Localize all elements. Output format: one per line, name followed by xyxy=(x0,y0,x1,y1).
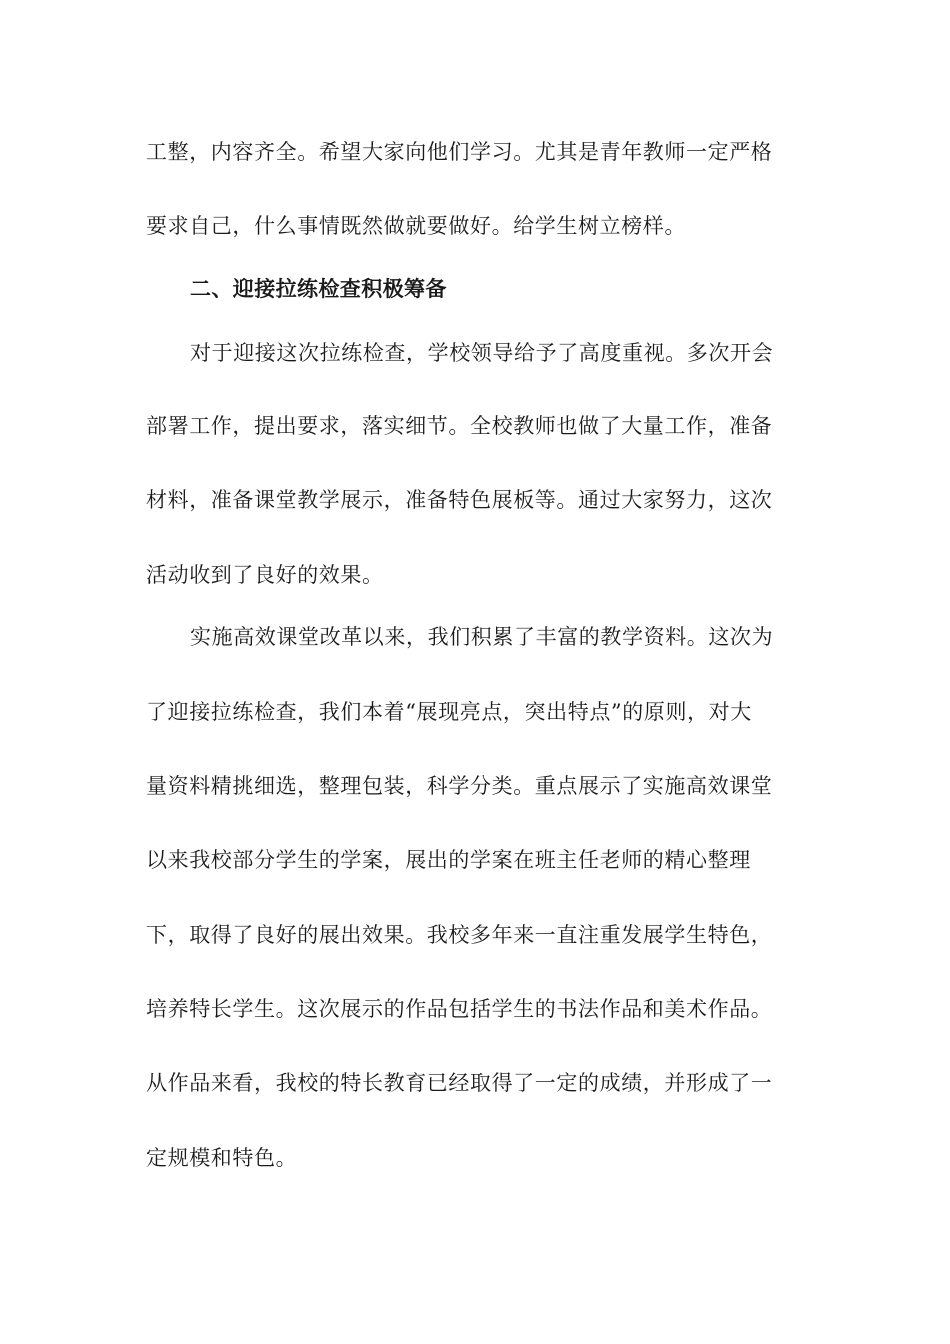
paragraph-line: 工整，内容齐全。希望大家向他们学习。尤其是青年教师一定严格 xyxy=(146,140,773,164)
paragraph-line: 从作品来看，我校的特长教育已经取得了一定的成绩，并形成了一 xyxy=(146,1071,773,1095)
paragraph-line: 活动收到了良好的效果。 xyxy=(146,563,384,587)
paragraph-line: 了迎接拉练检查，我们本着“展现亮点，突出特点”的原则，对大 xyxy=(146,700,752,724)
paragraph-line: 对于迎接这次拉练检查，学校领导给予了高度重视。多次开会 xyxy=(190,341,774,365)
paragraph-line: 培养特长学生。这次展示的作品包括学生的书法作品和美术作品。 xyxy=(146,997,773,1021)
paragraph-line: 下，取得了良好的展出效果。我校多年来一直注重发展学生特色， xyxy=(146,923,773,947)
paragraph-line: 材料，准备课堂教学展示，准备特色展板等。通过大家努力，这次 xyxy=(146,488,773,512)
paragraph-line: 以来我校部分学生的学案，展出的学案在班主任老师的精心整理 xyxy=(146,848,751,872)
paragraph-line: 量资料精挑细选，整理包装，科学分类。重点展示了实施高效课堂 xyxy=(146,774,773,798)
section-heading: 二、迎接拉练检查积极筹备 xyxy=(190,276,447,301)
paragraph-line: 要求自己，什么事情既然做就要做好。给学生树立榜样。 xyxy=(146,214,686,238)
paragraph-line: 实施高效课堂改革以来，我们积累了丰富的教学资料。这次为 xyxy=(190,625,774,649)
paragraph-line: 部署工作，提出要求，落实细节。全校教师也做了大量工作，准备 xyxy=(146,414,773,438)
paragraph-line: 定规模和特色。 xyxy=(146,1146,298,1170)
